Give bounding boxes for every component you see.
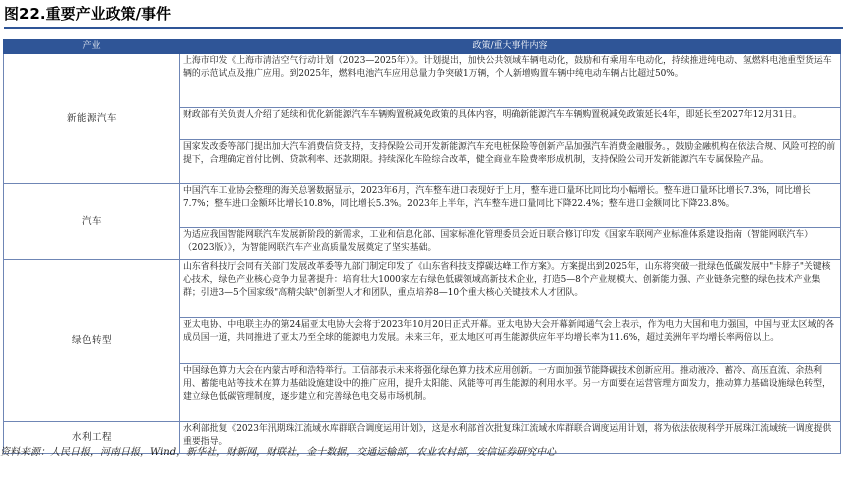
page-title: 图22.重要产业政策/事件 — [4, 1, 843, 29]
policy-cell: 国家发改委等部门提出加大汽车消费信贷支持，支持保险公司开发新能源汽车充电桩保险等创新产品加强汽车消费金融服务。，鼓励金融机构在依法合规、风险可控的前提下，合理确定首付比例、贷款利率、还款期限。持续深化车险综合改革，健全商业车险费率形成机制，支持保险公司开发新能源汽车专属保险产品。 — [180, 140, 841, 184]
policy-table — [3, 39, 841, 454]
header-policy: 政策/重大事件内容 — [180, 40, 841, 54]
industry-cell: 新能源汽车 — [4, 54, 180, 184]
policy-cell: 水利部批复《2023年汛期珠江流域水库群联合调度运用计划》，这是水利部首次批复珠江流域水库群联合调度运用计划，将为依法依规科学开展珠江流域统一调度提供重要指导。 — [180, 422, 841, 454]
table-header-row — [4, 40, 841, 54]
policy-cell: 上海市印发《上海市清洁空气行动计划（2023—2025年）》。计划提出，加快公共领域车辆电动化，鼓励和有乘用车电动化，持续推进纯电动、氢燃料电池重型货运车辆的示范试点及推广应用。到2025年，燃料电池汽车应用总量力争突破1万辆，个人新增购置车辆中纯电动车辆占比超过50%。 — [180, 54, 841, 108]
table-row — [4, 260, 841, 318]
policy-cell: 为适应我国智能网联汽车发展新阶段的新需求，工业和信息化部、国家标准化管理委员会近日联合修订印发《国家车联网产业标准体系建设指南（智能网联汽车）（2023版）》，为智能网联汽车产业高质量发展奠定了坚实基础。 — [180, 228, 841, 260]
table-row — [4, 54, 841, 108]
industry-cell: 水利工程 — [4, 422, 180, 454]
header-industry: 产业 — [4, 40, 180, 54]
table-row — [4, 184, 841, 228]
policy-cell: 山东省科技厅会同有关部门发展改革委等九部门制定印发了《山东省科技支撑碳达峰工作方案》。方案提出到2025年，山东将突破一批绿色低碳发展中"卡脖子"关键核心技术，绿色产业核心竞争力显著提升：培育壮大1000家左右绿色低碳领域高新技术企业，打造5—8个产业规模大、创新能力强、产业链条完整的绿色技术产业集群；引进3—5个国家级"高精尖缺"创新型人才和团队，重点培养8—10个重大核心关键技术人才团队。 — [180, 260, 841, 318]
industry-cell: 汽车 — [4, 184, 180, 260]
policy-cell: 中国汽车工业协会整理的海关总署数据显示，2023年6月，汽车整车进口表现好于上月，整车进口量环比同比均小幅增长。整车进口量环比增长7.3%，同比增长7.7%；整车进口金额环比增长10.8%，同比增长5.3%。2023年上半年，汽车整车进口量同比下降22.4%；整车进口金额同比下降23.8%。 — [180, 184, 841, 228]
industry-cell: 绿色转型 — [4, 260, 180, 422]
source-note: 资料来源：人民日报，河南日报，Wind，新华社，财新网，财联社，金十数据，交通运输部，农业农村部，安信证券研究中心 — [0, 447, 557, 458]
policy-cell: 亚太电协、中电联主办的第24届亚太电协大会将于2023年10月20日正式开幕。亚太电协大会开幕新闻通气会上表示，作为电力大国和电力强国，中国与亚太区域的各成员国一道，共同推进了亚太乃至全球的能源电力发展。未来三年，亚太地区可再生能源供应年平均增长率为11.6%，超过美洲年平均增长率两倍以上。 — [180, 318, 841, 364]
policy-cell: 财政部有关负责人介绍了延续和优化新能源汽车车辆购置税减免政策的具体内容，明确新能源汽车车辆购置税减免政策延长4年，即延长至2027年12月31日。 — [180, 108, 841, 140]
policy-cell: 中国绿色算力大会在内蒙古呼和浩特举行。工信部表示未来将强化绿色算力技术应用创新。一方面加强节能降碳技术创新应用。推动液冷、蓄冷、高压直流、余热利用、蓄能电站等技术在算力基础设施建设中的推广应用，提升太阳能、风能等可再生能源的利用水平。另一方面要在运营管理方面发力，推动算力基础设施绿色转型，建立绿色低碳管理制度，逐步建立和完善绿色电交易市场机制。 — [180, 364, 841, 422]
